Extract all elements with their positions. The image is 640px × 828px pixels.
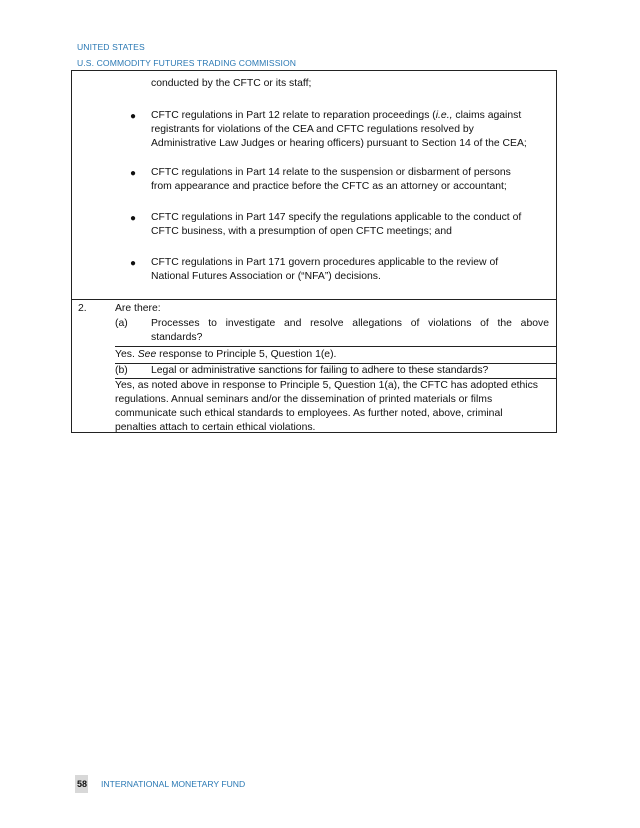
sub-a-label: (a) xyxy=(115,318,128,329)
sub-b-text: Legal or administrative sanctions for failing to adhere to these standards? xyxy=(151,365,489,376)
bullet-1-line-3: Administrative Law Judges or hearing officers) pursuant to Section 14 of the CEA; xyxy=(151,138,527,149)
page-number: 58 xyxy=(77,779,88,789)
bullet-icon: ● xyxy=(130,258,137,269)
question-number: 2. xyxy=(78,303,87,314)
sub-b-label: (b) xyxy=(115,365,128,376)
row-divider xyxy=(115,346,556,347)
answer-b-line-3: communicate such ethical standards to employees. As further noted, above, criminal xyxy=(115,408,503,419)
bullet-icon: ● xyxy=(130,213,137,224)
bullet-4-line-2: National Futures Association or (“NFA”) decisions. xyxy=(151,271,381,282)
footer-publisher: INTERNATIONAL MONETARY FUND xyxy=(101,779,246,789)
bullet-3-line-2: CFTC business, with a presumption of open CFTC meetings; and xyxy=(151,226,452,237)
header-agency: U.S. COMMODITY FUTURES TRADING COMMISSION xyxy=(77,58,297,68)
bullet-1-line-1: CFTC regulations in Part 12 relate to reparation proceedings (i.e., claims against xyxy=(151,110,522,121)
bullet-2-line-2: from appearance and practice before the CFTC as an attorney or accountant; xyxy=(151,181,507,192)
bullet-1-line-2: registrants for violations of the CEA and CFTC regulations resolved by xyxy=(151,124,474,135)
sub-a-line-2: standards? xyxy=(151,332,203,343)
sub-a-line-1: Processes to investigate and resolve allegations of violations of the above xyxy=(151,318,549,329)
bullet-icon: ● xyxy=(130,168,137,179)
question-text: Are there: xyxy=(115,303,161,314)
content-table xyxy=(71,70,557,433)
bullet-icon: ● xyxy=(130,111,137,122)
continuation-text: conducted by the CFTC or its staff; xyxy=(151,78,312,89)
bullet-3-line-1: CFTC regulations in Part 147 specify the regulations applicable to the conduct of xyxy=(151,212,522,223)
header-country: UNITED STATES xyxy=(77,42,145,52)
answer-b-line-1: Yes, as noted above in response to Principle 5, Question 1(a), the CFTC has adopted ethics xyxy=(115,380,538,391)
row-divider xyxy=(72,299,556,300)
answer-a: Yes. See response to Principle 5, Question 1(e). xyxy=(115,349,337,360)
bullet-4-line-1: CFTC regulations in Part 171 govern procedures applicable to the review of xyxy=(151,257,499,268)
answer-b-line-2: regulations. Annual seminars and/or the dissemination of printed materials or films xyxy=(115,394,493,405)
bullet-2-line-1: CFTC regulations in Part 14 relate to the suspension or disbarment of persons xyxy=(151,167,511,178)
answer-b-line-4: penalties attach to certain ethical violations. xyxy=(115,422,316,433)
